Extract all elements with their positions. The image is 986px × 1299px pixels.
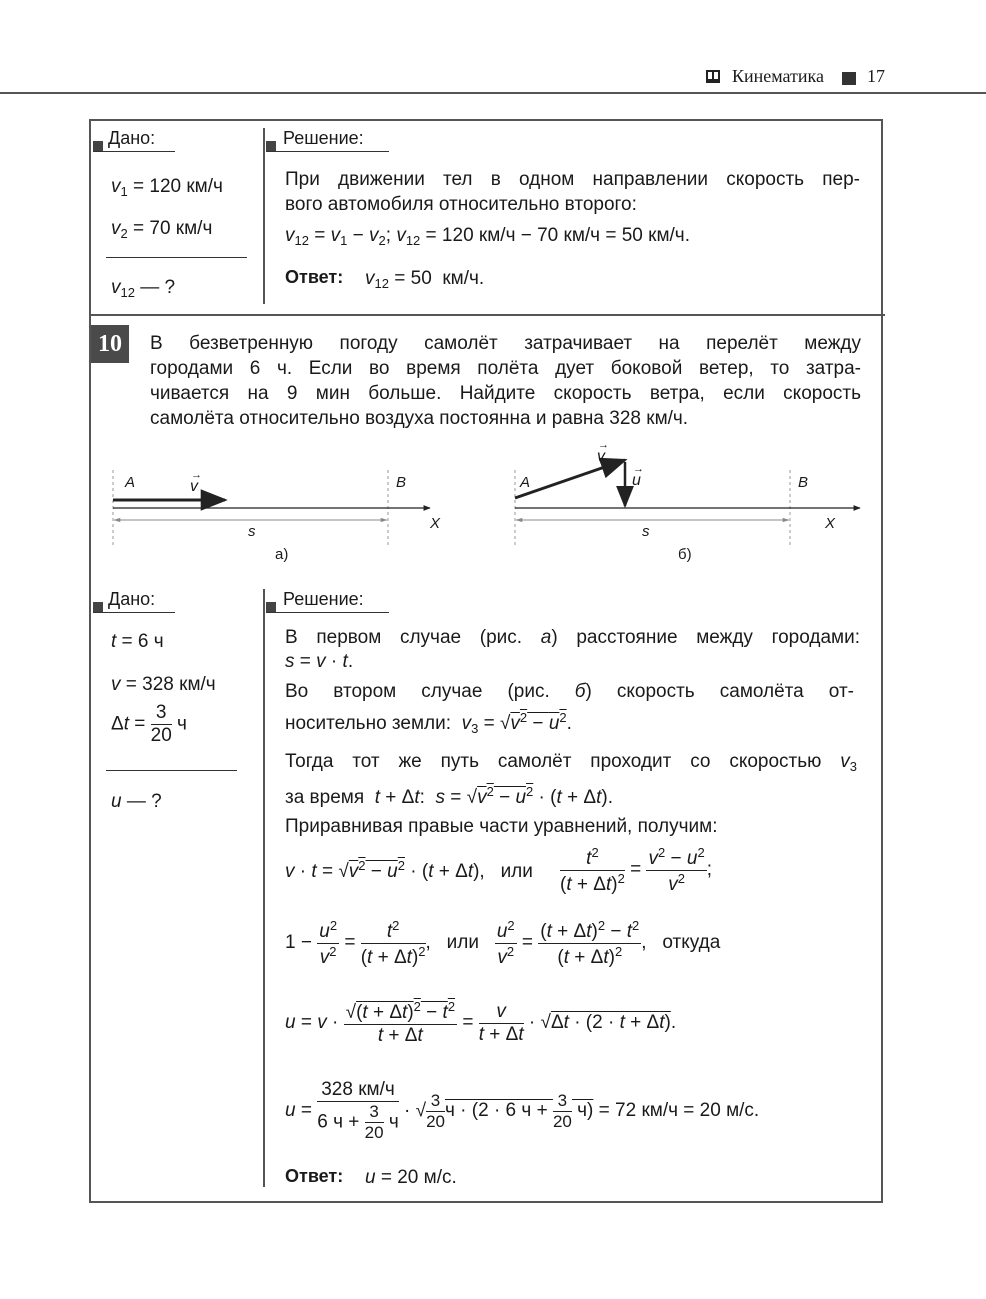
problem-text-line: В безветренную погоду самолёт затрачивает на перелёт между xyxy=(150,333,861,354)
fig-a-label-s: s xyxy=(248,523,256,540)
figure-a xyxy=(113,470,430,545)
solution-label-underline xyxy=(266,151,389,152)
page-number: 17 xyxy=(867,66,885,86)
solution-label: Решение: xyxy=(283,589,364,609)
fig-b-label-v: → v xyxy=(597,439,609,465)
running-header-title: Кинематика xyxy=(732,66,825,86)
book-icon xyxy=(706,70,720,83)
fig-b-label-X: X xyxy=(825,515,836,532)
given-marker-icon xyxy=(93,141,103,151)
solution-text-line: Приравнивая правые части уравнений, получим: xyxy=(285,816,718,837)
given-label: Дано: xyxy=(108,589,156,609)
fig-a-label-B: B xyxy=(396,474,407,491)
given-v2: $v_2 = 70$ км/ч xyxy=(111,218,213,241)
equation-u-general: u = v · $\frac{√(t + \Delta t)^2 - t^2}{t + \Delta t}$ = $\frac{v}{t + \Delta t}$ · √Δt · (2 · t + Δt). xyxy=(285,999,677,1046)
fig-b-label-s: s xyxy=(642,523,650,540)
given-v1: $v_1 = 120$ км/ч xyxy=(111,176,223,199)
fig-a-caption: а) xyxy=(275,546,289,563)
solution-text-line: В первом случае (рис. а) расстояние между городами: xyxy=(285,627,860,648)
figure-b xyxy=(515,460,860,545)
problem-text-line: городами 6 ч. Если во время полёта дует боковой ветер, то затра- xyxy=(150,358,861,379)
problem-text-line: самолёта относительно воздуха постоянна и равна 328 км/ч. xyxy=(150,408,689,429)
given-label-underline xyxy=(93,612,175,613)
given-t: t = 6 ч xyxy=(111,631,164,652)
fig-b-label-A: A xyxy=(520,474,531,491)
solution-text-line: вого автомобиля относительно второго: xyxy=(285,194,637,215)
header-square-marker xyxy=(842,72,856,85)
given-solution-divider xyxy=(263,128,265,304)
formula-s-path: за время t + Δt: $s = √v^2 - u^2 \cdot (t + \Delta t)$. xyxy=(285,784,614,808)
fig-b-label-u: → u xyxy=(632,463,644,489)
formula-s-vt: s = v · t. xyxy=(285,651,354,672)
fig-b-label-B: B xyxy=(798,474,809,491)
given-find-rule xyxy=(106,257,247,258)
answer-value: $v_{12} = 50$ км/ч. xyxy=(365,268,485,291)
fig-b-caption: б) xyxy=(678,546,692,563)
equation-ratio: 1 − $\frac{u^2}{v^2}$ = $\frac{t^2}{(t + \Delta t)^2}$ , или $\frac{u^2}{v^2}$ = $\frac{(t + \Delta t)^2 - t^2}{(t + \Delta t)^2}$ , откуда xyxy=(285,917,721,968)
solution-label: Решение: xyxy=(283,128,364,148)
find-v12: $v_{12}$ — ? xyxy=(111,277,176,300)
fig-a-label-X: X xyxy=(430,515,441,532)
formula-v3: носительно земли: $v_3 = √v^2 - u^2$. xyxy=(285,710,572,736)
find-u: u — ? xyxy=(111,791,162,812)
solution-text-line: Тогда тот же путь самолёт проходит со скоростью $v_3$ xyxy=(285,751,857,774)
problem-number-badge: 10 xyxy=(91,325,129,363)
solution-marker-icon xyxy=(266,602,276,612)
given-marker-icon xyxy=(93,602,103,612)
given-v: v = 328 км/ч xyxy=(111,674,216,695)
solution-label-underline xyxy=(266,612,389,613)
header-rule xyxy=(0,92,986,94)
fig-a-label-A: A xyxy=(125,474,136,491)
answer-label: Ответ: xyxy=(285,1166,344,1186)
fig-a-label-v: → v xyxy=(190,469,202,495)
given-label-underline xyxy=(93,151,175,152)
equation-u-numeric: u = 328 км/ч 6 ч + $\frac{3}{20}$ ч · √ $\frac{3}{20}$ ч · (2 · 6 ч + $\frac{3}{20}$ ч) = 72 км/ч = 20 м/с. xyxy=(285,1079,760,1142)
given-label: Дано: xyxy=(108,128,156,148)
problem-separator xyxy=(89,314,885,316)
given-dt: Δt = $\frac{3}{20}$ ч xyxy=(111,702,187,746)
answer-value: u = 20 м/с. xyxy=(365,1167,457,1188)
answer-label: Ответ: xyxy=(285,267,344,287)
problem-text-line: чивается на 9 мин больше. Найдите скорость ветра, если скорость xyxy=(150,383,861,404)
figure-diagrams xyxy=(100,440,880,570)
solution-marker-icon xyxy=(266,141,276,151)
given-solution-divider xyxy=(263,589,265,1187)
solution-text-line: Во втором случае (рис. б) скорость самолёта от- xyxy=(285,681,854,702)
solution-formula: $v_{12} = v_1 - v_2$; $v_{12} = 120$ км/ч − 70 км/ч = 50 км/ч. xyxy=(285,225,690,248)
equation-equate: $v \cdot t = √v^2 - u^2 \cdot (t + \Delta t)$, или $\frac{t^2}{(t + \Delta t)^2}$ = $\frac{v^2 - u^2}{v^2}$ ; xyxy=(285,844,712,895)
solution-text-line: При движении тел в одном направлении скорость пер- xyxy=(285,169,860,190)
given-find-rule xyxy=(106,770,237,771)
